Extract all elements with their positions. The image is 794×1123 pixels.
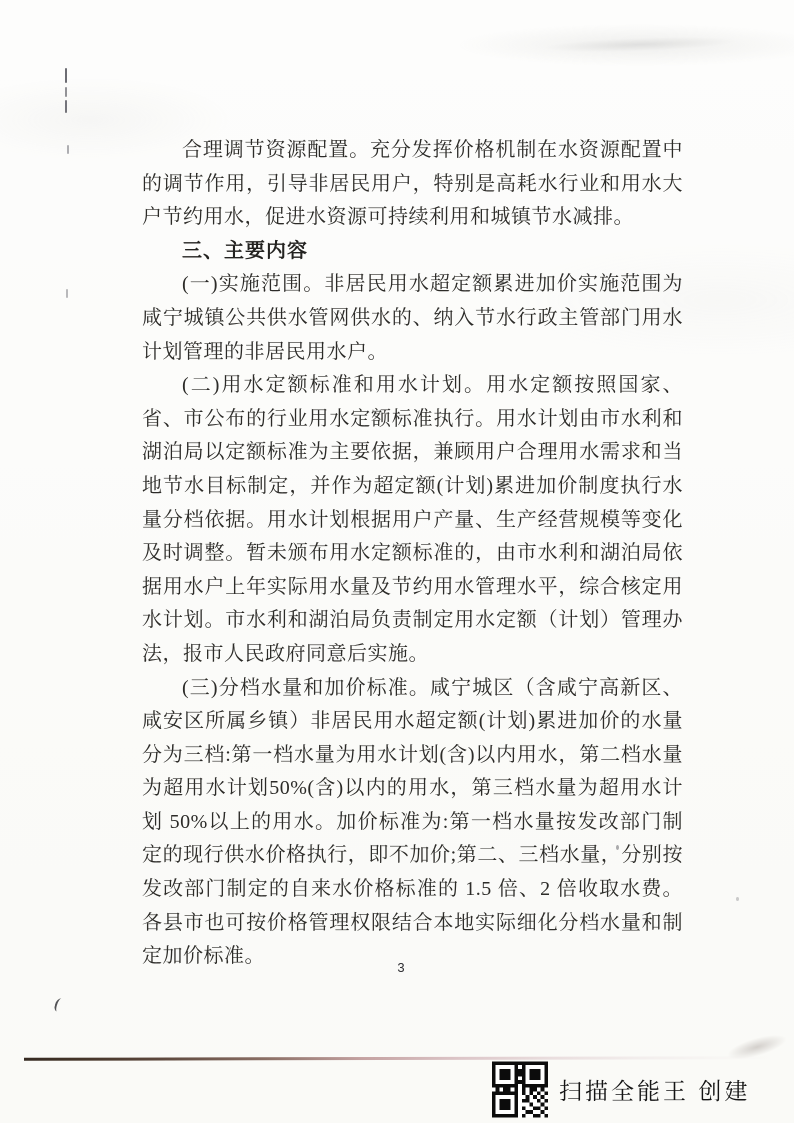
- scan-artifact-page-edge: [24, 1056, 776, 1060]
- scan-artifact-smudge: [725, 1030, 790, 1064]
- paragraph-tier-pricing: (三)分档水量和加价标准。咸宁城区（含咸宁高新区、咸安区所属乡镇）非居民用水超定额(计划)累进加价的水量分为三档:第一档水量为用水计划(含)以内用水，第二档水量为超用水计划50%(含)以内的用水，第三档水量为超用水计划 50%以上的用水。加价标准为:第一档水量按发改部门制定的现行供水价格执行，即不加价;第二、三档水量，分别按发改部门制定的自来水价格标准的 1.5 倍、2 倍收取水费。各县市也可按价格管理权限结合本地实际细化分档水量和制定加价标准。: [142, 676, 683, 968]
- paragraph-quota-standards: (二)用水定额标准和用水计划。用水定额按照国家、省、市公布的行业用水定额标准执行。用水计划由市水利和湖泊局以定额标准为主要依据，兼顾用户合理用水需求和当地节水目标制定，并作为超定额(计划)累进加价制度执行水量分档依据。用水计划根据用户产量、生产经营规模等变化及时调整。暂未颁布用水定额标准的，由市水利和湖泊局依据用水户上年实际用水量及节约用水管理水平，综合核定用水计划。市水利和湖泊局负责制定用水定额（计划）管理办法，报市人民政府同意后实施。: [142, 374, 683, 665]
- scan-artifact-pen-dash: [65, 100, 67, 113]
- scan-artifact-curl: [53, 997, 65, 1013]
- scan-artifact-pen-dash: [66, 289, 68, 298]
- scanner-watermark: [492, 1061, 750, 1118]
- page-number: 3: [397, 960, 405, 975]
- scan-artifact-pen-dash: [65, 87, 67, 97]
- scan-artifact-smudge: [545, 35, 735, 55]
- scan-artifact-pen-dash: [67, 145, 69, 154]
- document-body: [142, 134, 683, 974]
- qr-code-icon: [492, 1061, 548, 1118]
- paragraph-intro: 合理调节资源配置。充分发挥价格机制在水资源配置中的调节作用，引导非居民用户，特别是高耗水行业和用水大户节约用水，促进水资源可持续利用和城镇节水减排。: [142, 139, 683, 229]
- scan-artifact-pen-dash: [65, 68, 67, 83]
- section-heading-main-content: 三、主要内容: [182, 239, 308, 262]
- scanner-watermark-label: 扫描全能王 创建: [559, 1078, 751, 1104]
- paragraph-scope: (一)实施范围。非居民用水超定额累进加价实施范围为咸宁城镇公共供水管网供水的、纳入节水行政主管部门用水计划管理的非居民用水户。: [142, 273, 683, 363]
- scan-artifact-speck: [736, 897, 739, 901]
